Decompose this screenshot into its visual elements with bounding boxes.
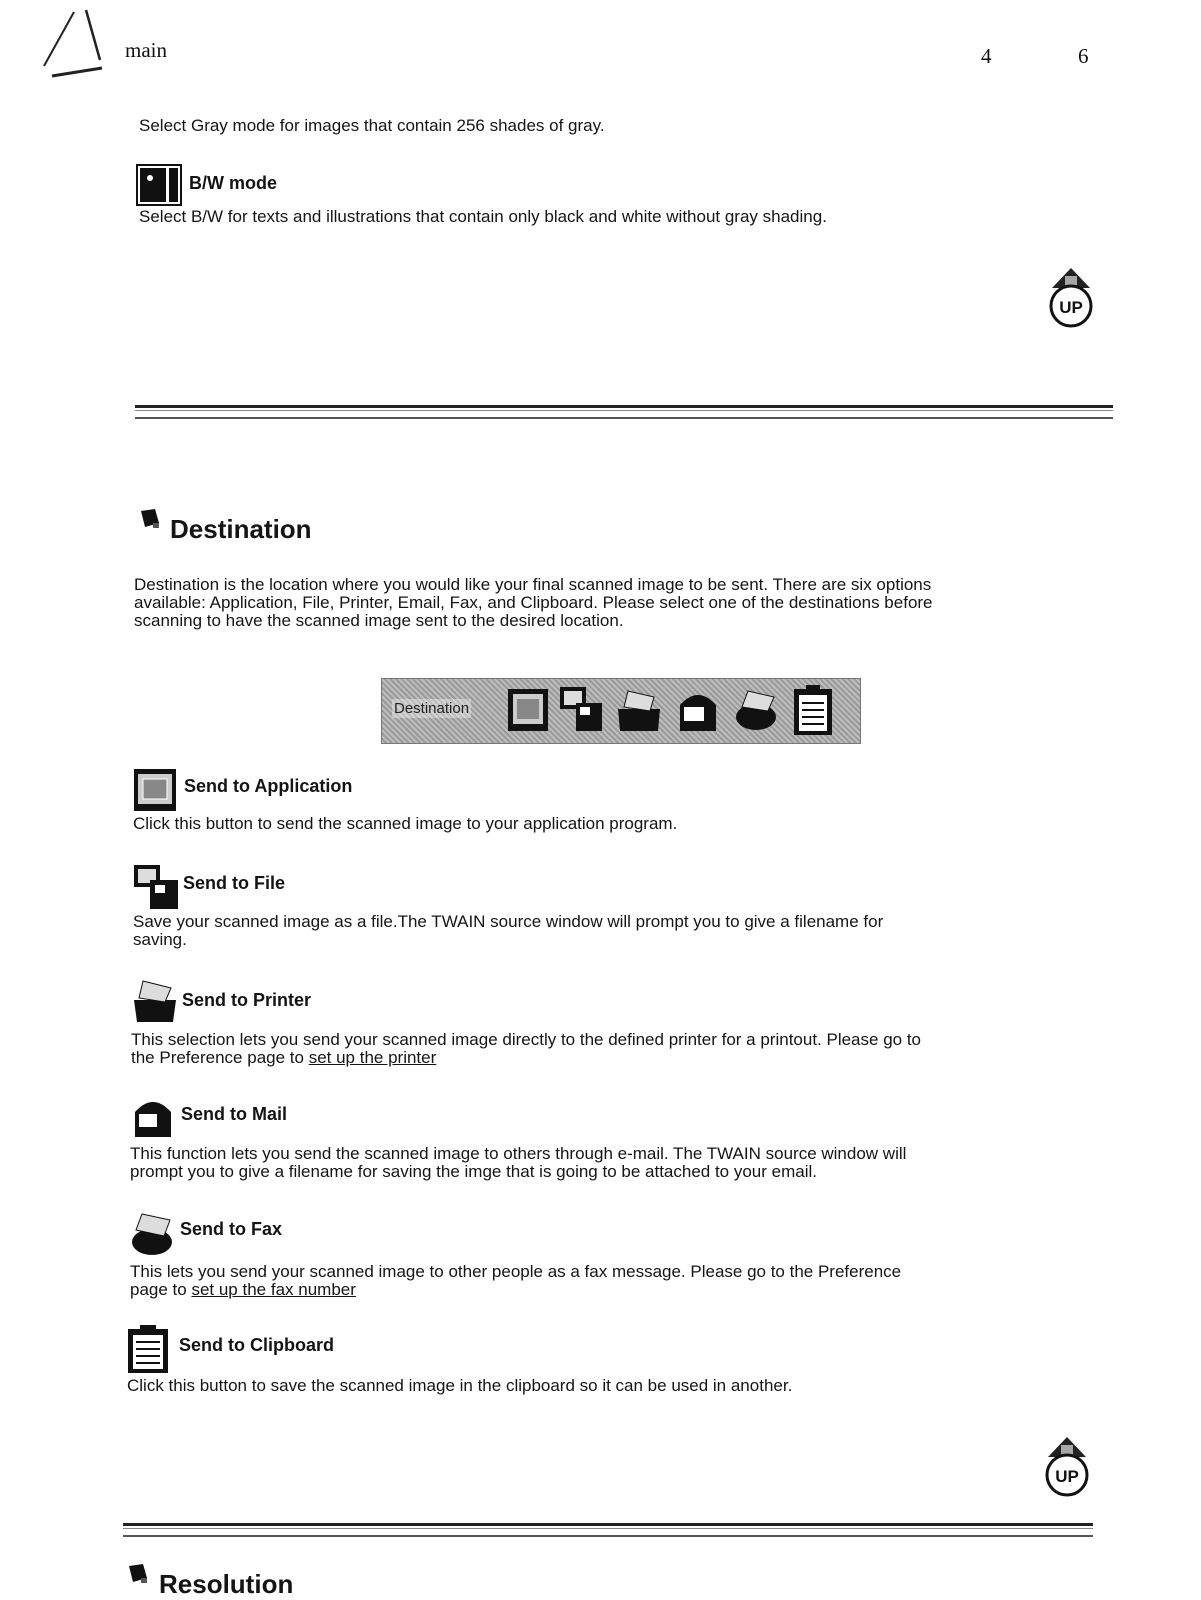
send-to-fax-desc-line-1: This lets you send your scanned image to other people as a fax message. Please go to the Preference — [130, 1262, 902, 1281]
section-divider — [135, 405, 1113, 419]
file-icon — [133, 864, 179, 910]
destination-toolbar — [381, 678, 861, 744]
toolbar-file-icon[interactable] — [558, 685, 604, 733]
set-up-fax-number-link[interactable]: set up the fax number — [191, 1280, 356, 1299]
toolbar-fax-icon[interactable] — [732, 687, 780, 733]
send-to-file-desc-line-2: saving. — [133, 930, 187, 949]
destination-desc-line-1: Destination is the location where you would like your final scanned image to be sent. There are six options — [134, 575, 932, 594]
bw-mode-title: B/W mode — [189, 173, 277, 193]
send-to-clipboard-title: Send to Clipboard — [179, 1335, 334, 1355]
header-triangle-mark — [22, 8, 112, 88]
send-to-application-desc: Click this button to send the scanned image to your application program. — [133, 814, 678, 833]
up-label-2: UP — [1055, 1467, 1079, 1486]
send-to-mail-desc-line-1: This function lets you send the scanned image to others through e-mail. The TWAIN source window will — [130, 1144, 907, 1163]
gray-mode-description: Select Gray mode for images that contain 256 shades of gray. — [139, 116, 605, 135]
destination-toolbar-label: Destination — [394, 700, 470, 717]
send-to-clipboard-desc: Click this button to save the scanned image in the clipboard so it can be used in another. — [127, 1376, 793, 1395]
destination-desc-line-3: scanning to have the scanned image sent to the desired location. — [134, 611, 624, 630]
resolution-title: Resolution — [159, 1569, 294, 1599]
send-to-fax-desc-prefix: page to — [130, 1280, 192, 1299]
send-to-printer-desc-prefix: the Preference page to — [131, 1048, 309, 1067]
section-bullet-icon — [139, 507, 163, 531]
printer-icon — [131, 978, 179, 1024]
page-number-right: 6 — [1078, 44, 1089, 68]
fax-icon — [128, 1210, 176, 1258]
send-to-printer-title: Send to Printer — [182, 990, 312, 1010]
up-arrow-icon-2[interactable] — [1040, 1435, 1094, 1499]
section-bullet-icon-2 — [127, 1562, 151, 1586]
destination-desc-line-2: available: Application, File, Printer, Email, Fax, and Clipboard. Please select one of the destinations before — [134, 593, 933, 612]
send-to-file-title: Send to File — [183, 873, 286, 893]
clipboard-icon — [127, 1324, 169, 1374]
toolbar-printer-icon[interactable] — [614, 687, 664, 733]
send-to-application-title: Send to Application — [184, 776, 353, 796]
send-to-mail-desc-line-2: prompt you to give a filename for saving the imge that is going to be attached to your email. — [130, 1162, 817, 1181]
bw-mode-description: Select B/W for texts and illustrations that contain only black and white without gray shading. — [139, 207, 827, 226]
destination-title: Destination — [170, 514, 312, 544]
up-arrow-icon[interactable] — [1044, 266, 1098, 330]
bw-mode-icon — [136, 164, 182, 206]
page-number-left: 4 — [981, 44, 992, 68]
send-to-fax-desc-line-2 — [130, 1281, 356, 1298]
header-title: main — [125, 38, 167, 62]
section-divider-2 — [123, 1523, 1093, 1537]
send-to-fax-title: Send to Fax — [180, 1219, 283, 1239]
set-up-printer-link[interactable]: set up the printer — [308, 1048, 437, 1067]
send-to-file-desc-line-1: Save your scanned image as a file.The TWAIN source window will prompt you to give a filename for — [133, 912, 884, 931]
up-label: UP — [1059, 298, 1083, 317]
send-to-mail-title: Send to Mail — [181, 1104, 288, 1124]
toolbar-application-icon[interactable] — [506, 687, 550, 733]
toolbar-mail-icon[interactable] — [674, 685, 722, 735]
toolbar-clipboard-icon[interactable] — [792, 683, 834, 737]
mail-icon — [130, 1094, 176, 1140]
application-icon — [133, 768, 177, 812]
send-to-printer-desc-line-2 — [131, 1049, 436, 1066]
send-to-printer-desc-line-1: This selection lets you send your scanned image directly to the defined printer for a printout. Please go to — [131, 1030, 922, 1049]
